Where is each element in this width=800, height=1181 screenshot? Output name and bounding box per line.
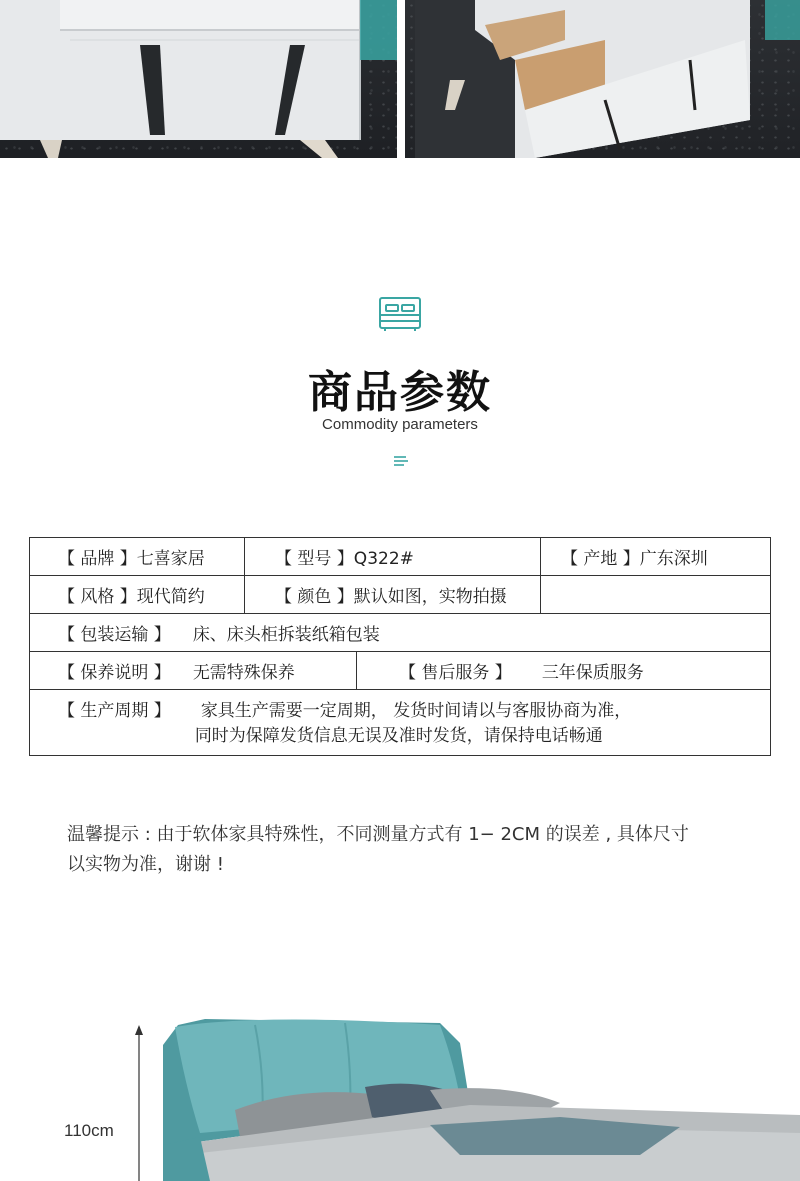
params-table <box>29 537 771 756</box>
note-line-1: 温馨提示 : 由于软体家具特殊性，不同测量方式有 1− 2CM 的误差 , 具体尺寸 <box>67 824 689 845</box>
aftersale-cell <box>356 652 770 689</box>
bed-photo <box>0 1005 800 1181</box>
arrow-up-icon <box>135 1025 143 1035</box>
packaging-value: 床、床头柜拆装纸箱包装 <box>192 625 380 645</box>
nightstand-photo-drawers <box>405 0 800 158</box>
table-row <box>30 576 770 614</box>
table-row <box>30 614 770 652</box>
model-cell: 【 型号 】Q322# <box>244 538 540 575</box>
cycle-cell <box>30 690 770 755</box>
note-line-2: 以实物为准，谢谢 ! <box>67 854 224 875</box>
cycle-label: 【 生产周期 】 <box>58 701 171 721</box>
care-value: 无需特殊保养 <box>192 663 295 683</box>
bed-icon <box>377 296 423 332</box>
nightstand-photo-front <box>0 0 397 158</box>
menu-lines-icon <box>393 455 409 469</box>
care-label: 【 保养说明 】 <box>58 663 171 683</box>
brand-cell: 【 品牌 】七喜家居 <box>58 549 205 569</box>
table-row <box>30 538 770 576</box>
cycle-value-line1: 家具生产需要一定周期， 发货时间请以与客服协商为准， <box>200 701 632 721</box>
origin-cell: 【 产地 】广东深圳 <box>540 538 770 575</box>
cycle-value-line2: 同时为保障发货信息无误及准时发货，请保持电话畅通 <box>194 726 603 746</box>
section-subtitle: Commodity parameters <box>322 416 478 433</box>
table-row <box>30 652 770 690</box>
packaging-label: 【 包装运输 】 <box>58 625 171 645</box>
section-title: 商品参数 <box>308 367 492 418</box>
color-cell: 【 颜色 】默认如图，实物拍摄 <box>244 576 540 613</box>
height-label: 110cm <box>64 1121 114 1140</box>
empty-cell <box>540 576 770 613</box>
care-cell <box>30 652 356 689</box>
warm-tip-note <box>67 820 757 880</box>
table-row <box>30 690 770 755</box>
packaging-cell <box>30 614 770 651</box>
aftersale-value: 三年保质服务 <box>541 663 644 683</box>
aftersale-label: 【 售后服务 】 <box>399 663 512 683</box>
style-cell: 【 风格 】现代简约 <box>58 587 205 607</box>
